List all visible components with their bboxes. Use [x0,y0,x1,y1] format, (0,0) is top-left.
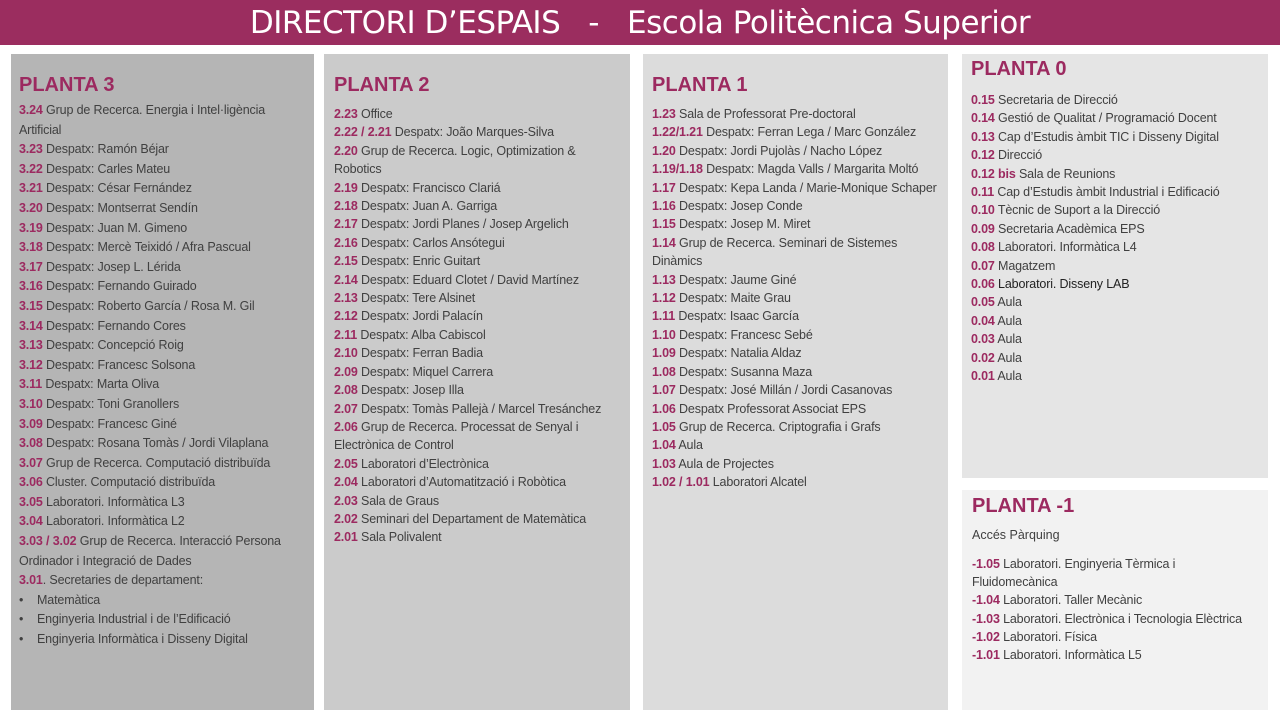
room-entry [19,238,306,258]
room-entry [334,142,622,179]
room-entry [971,183,1260,201]
room-entry [652,215,940,233]
room-description: Despatx: Isaac García [675,309,799,324]
room-number: 1.17 [652,180,676,195]
room-number: 1.07 [652,383,676,398]
room-entry [334,473,622,491]
room-entry [652,363,940,381]
room-description: Office [357,107,393,121]
room-description: Despatx: Miquel Carrera [357,364,494,379]
room-number: 1.15 [652,217,676,232]
room-entry [19,277,306,297]
room-description: Laboratori. Enginyeria Tèrmica i Fluidomecànica [972,557,1176,590]
room-number: 1.04 [652,438,676,453]
room-number: 1.05 [652,419,676,434]
room-number: 2.18 [334,199,358,214]
planta-1-panel [643,54,948,710]
department-item: • Enginyeria Informàtica i Disseny Digital [19,630,306,650]
room-description: Despatx: Jordi Palacín [357,309,483,324]
room-description: Despatx: Montserrat Sendín [42,200,198,215]
room-description: Despatx: Concepció Roig [42,338,184,353]
room-number: 3.13 [19,338,43,353]
room-number: -1.05 [972,557,1000,571]
planta-2-panel [324,54,630,710]
room-entry [19,395,306,415]
room-description: Gestió de Qualitat / Programació Docent [994,111,1217,126]
room-description: Seminari del Departament de Matemàtica [357,511,587,526]
room-entry [652,160,940,178]
room-description: Despatx: Enric Guitart [357,254,481,269]
room-number: 1.16 [652,199,676,214]
room-number: 2.23 [334,107,358,121]
room-description: Despatx: Josep Illa [357,383,464,398]
planta-0-title: PLANTA 0 [971,58,1067,80]
room-description: Laboratori d’Automatització i Robòtica [357,475,566,490]
room-entry [972,646,1260,664]
room-description: Despatx: Kepa Landa / Marie-Monique Schaper [675,180,937,195]
room-entry [19,532,306,571]
room-description: Despatx: Roberto García / Rosa M. Gil [42,298,255,313]
room-description: Magatzem [994,258,1056,273]
room-entry [652,344,940,362]
room-number: 0.12 [971,148,995,163]
room-number: -1.03 [972,611,1000,626]
room-description: Grup de Recerca. Logic, Optimization & Robotics [334,143,576,177]
room-entry [652,436,940,454]
room-description: Despatx: Jordi Planes / Josep Argelich [357,217,569,232]
room-description: Despatx: Francisco Clariá [357,180,501,195]
room-entry [971,293,1260,311]
room-number: 2.01 [334,530,358,545]
room-entry [972,591,1260,609]
room-entry [652,418,940,436]
room-description: Cluster. Computació distribuïda [42,475,216,490]
room-description: Despatx: Francesc Solsona [42,357,196,372]
planta-3-title: PLANTA 3 [19,74,115,96]
room-number: 1.12 [652,291,676,306]
room-description: Despatx: João Marques-Silva [391,125,554,140]
room-description: Aula [994,313,1022,328]
room-description: Aula [994,332,1022,347]
room-entry [652,234,940,271]
room-number: 2.12 [334,309,358,324]
room-description: Despatx: Rosana Tomàs / Jordi Vilaplana [42,436,269,451]
room-number: 2.08 [334,383,358,398]
room-entry [971,312,1260,330]
room-entry [334,234,622,252]
room-number: 3.16 [19,279,43,294]
room-description: Despatx: Jordi Pujolàs / Nacho López [675,143,883,158]
room-entry [971,109,1260,127]
room-entry [971,91,1260,109]
room-description: Cap d’Estudis àmbit Industrial i Edificació [994,185,1220,200]
room-entry [971,275,1260,293]
room-number: 3.21 [19,181,43,196]
room-number: 3.08 [19,436,43,451]
room-number: 3.09 [19,416,43,431]
room-description: Grup de Recerca. Processat de Senyal i Electrònica de Control [334,419,579,453]
room-number: 2.06 [334,419,358,434]
room-entry [652,105,940,123]
room-description: Despatx: Juan M. Gimeno [42,220,188,235]
room-number: 2.02 [334,511,358,526]
room-entry [334,363,622,381]
room-description: Despatx: Ferran Badia [357,346,483,361]
planta-1-list [652,105,940,492]
room-entry [334,215,622,233]
room-entry [334,271,622,289]
room-number: 2.22 / 2.21 [334,125,392,140]
room-number: 1.09 [652,346,676,361]
room-entry [334,123,622,141]
room-number: 2.15 [334,254,358,269]
room-number: 1.13 [652,272,676,287]
room-number: 3.20 [19,200,43,215]
room-entry [334,455,622,473]
room-entry [19,297,306,317]
room-description: Despatx: Marta Oliva [42,377,160,392]
room-entry [19,434,306,454]
room-entry [334,289,622,307]
room-entry [652,271,940,289]
room-number: 2.04 [334,475,358,490]
page-title: DIRECTORI D’ESPAIS - Escola Politècnica Superior [0,0,1280,45]
room-entry [652,197,940,215]
room-description: Laboratori Alcatel [709,475,807,490]
room-entry [334,344,622,362]
room-number: 0.04 [971,313,995,328]
room-entry [19,454,306,474]
room-number: 0.14 [971,111,995,126]
room-number: 0.08 [971,240,995,255]
room-number: 3.04 [19,514,43,529]
room-description: Sala de Professorat Pre-doctoral [675,107,856,121]
room-entry [971,349,1260,367]
planta-3-panel [11,54,314,710]
room-number: -1.02 [972,629,1000,644]
room-number: -1.01 [972,648,1000,663]
room-entry [19,140,306,160]
room-entry [971,330,1260,348]
room-number: 1.02 / 1.01 [652,475,710,490]
room-description: Aula [994,295,1022,310]
room-description: Despatx Professorat Associat EPS [675,401,867,416]
room-number: 0.06 [971,277,995,292]
planta-2-list [334,105,622,547]
room-description: Sala Polivalent [357,530,442,545]
room-description: Despatx: Jaume Giné [675,272,797,287]
room-number: 2.17 [334,217,358,232]
room-description: Despatx: Susanna Maza [675,364,813,379]
room-entry [652,179,940,197]
room-entry [972,628,1260,646]
room-number: 0.03 [971,332,995,347]
room-description: Grup de Recerca. Energia i Intel·ligència Artificial [19,103,266,137]
room-description: Despatx: César Fernández [42,181,192,196]
room-number: 3.06 [19,475,43,490]
department-item: • Matemàtica [19,591,306,611]
room-entry [971,238,1260,256]
room-number: -1.04 [972,593,1000,608]
planta-0-panel [962,54,1268,478]
room-number: 3.05 [19,494,43,509]
room-number: 1.22/1.21 [652,125,703,140]
room-entry [652,381,940,399]
room-number: 2.20 [334,143,358,158]
room-description: Aula de Projectes [675,456,774,471]
room-description: Despatx: Carles Mateu [42,161,171,176]
room-description: Sala de Graus [357,493,440,508]
room-number: 2.11 [334,327,358,342]
room-description: Despatx: Alba Cabiscol [357,327,486,342]
room-description: Despatx: Eduard Clotet / David Martínez [357,272,579,287]
room-number: 3.23 [19,142,43,157]
room-description: Grup de Recerca. Interacció Persona Ordinador i Integració de Dades [19,534,281,568]
room-entry [19,317,306,337]
room-entry [334,510,622,528]
room-description: Despatx: Tomàs Pallejà / Marcel Tresánchez [357,401,602,416]
planta-minus-1-list [972,555,1260,664]
room-number: 0.11 [971,185,995,200]
room-number: 3.24 [19,103,43,117]
room-number: 3.22 [19,161,43,176]
room-description: Laboratori. Informàtica L5 [999,648,1142,663]
room-number: 1.19/1.18 [652,162,703,177]
room-description: Despatx: Fernando Cores [42,318,186,333]
room-entry [19,473,306,493]
room-description: Aula [675,438,703,453]
room-entry [334,381,622,399]
room-description: Laboratori. Informàtica L4 [994,240,1137,255]
room-description: Secretaria de Direcció [994,93,1118,107]
room-entry [19,219,306,239]
room-description: Grup de Recerca. Criptografia i Grafs [675,419,881,434]
room-entry [972,610,1260,628]
room-number: 3.01 [19,573,43,588]
planta-2-title: PLANTA 2 [334,74,430,96]
room-description: Cap d’Estudis àmbit TIC i Disseny Digital [994,129,1219,144]
room-entry [652,307,940,325]
room-number: 1.08 [652,364,676,379]
room-entry [334,528,622,546]
room-entry [971,220,1260,238]
room-number: 0.07 [971,258,995,273]
room-number: 0.12 bis [971,166,1016,181]
room-number: 0.09 [971,221,995,236]
room-number: 3.15 [19,298,43,313]
room-description: Grup de Recerca. Seminari de Sistemes Dinàmics [652,235,898,269]
room-number: 0.13 [971,129,995,144]
room-description: Despatx: José Millán / Jordi Casanovas [675,383,893,398]
room-description: Despatx: Ramón Béjar [42,142,169,157]
planta-minus-1-title: PLANTA -1 [972,495,1075,517]
room-number: 1.20 [652,143,676,158]
room-entry [19,493,306,513]
room-number: 0.05 [971,295,995,310]
room-entry [19,179,306,199]
room-number: 2.16 [334,235,358,250]
room-number: 3.11 [19,377,43,392]
room-entry [19,415,306,435]
room-description: Laboratori. Informàtica L3 [42,494,185,509]
room-description: Despatx: Ferran Lega / Marc González [702,125,917,140]
room-description: Aula [994,350,1022,365]
room-description: Laboratori. Disseny LAB [994,277,1130,292]
room-number: 3.14 [19,318,43,333]
room-number: 2.07 [334,401,358,416]
room-description: Laboratori. Física [999,629,1097,644]
room-entry [334,179,622,197]
room-entry [971,201,1260,219]
room-description: Sala de Reunions [1015,166,1116,181]
room-description: Despatx: Toni Granollers [42,396,180,411]
room-number: 1.11 [652,309,676,324]
room-number: 1.03 [652,456,676,471]
room-entry [19,258,306,278]
room-number: 2.10 [334,346,358,361]
room-description: Despatx: Josep M. Miret [675,217,811,232]
room-entry [19,571,306,591]
room-entry [19,512,306,532]
room-description: Tècnic de Suport a la Direcció [994,203,1161,218]
room-entry [971,367,1260,385]
room-entry [334,197,622,215]
room-description: Laboratori. Informàtica L2 [42,514,185,529]
room-number: 1.14 [652,235,676,250]
room-entry [652,473,940,491]
room-entry [971,146,1260,164]
room-description: Despatx: Francesc Giné [42,416,177,431]
room-entry [19,336,306,356]
room-entry [334,307,622,325]
room-number: 2.14 [334,272,358,287]
room-entry [334,105,622,123]
room-description: Despatx: Fernando Guirado [42,279,197,294]
room-description: Secretaria Acadèmica EPS [994,221,1145,236]
room-entry [652,455,940,473]
room-entry [19,356,306,376]
room-number: 3.03 / 3.02 [19,534,77,549]
room-entry [971,257,1260,275]
room-description: Despatx: Josep L. Lérida [42,259,181,274]
room-entry [334,252,622,270]
planta-minus-1-panel [962,490,1268,710]
room-description: Aula [994,369,1022,384]
room-entry [652,142,940,160]
room-entry [19,101,306,140]
room-number: 3.18 [19,240,43,255]
room-entry [652,400,940,418]
room-entry [19,199,306,219]
room-number: 0.01 [971,369,995,384]
room-description: . Secretaries de departament: [42,573,204,588]
room-entry [972,555,1260,591]
room-entry [334,326,622,344]
room-description: Despatx: Natalia Aldaz [675,346,802,361]
planta-0-list [971,91,1260,386]
room-description: Despatx: Francesc Sebé [675,327,813,342]
room-description: Grup de Recerca. Computació distribuïda [42,455,271,470]
room-number: 3.07 [19,455,43,470]
room-entry [652,123,940,141]
parking-access-label: Accés Pàrquing [972,528,1060,542]
room-entry [334,400,622,418]
room-description: Laboratori. Electrònica i Tecnologia Elèctrica [999,611,1242,626]
room-number: 0.02 [971,350,995,365]
room-description: Despatx: Maite Grau [675,291,791,306]
room-description: Despatx: Carlos Ansótegui [357,235,505,250]
room-number: 1.23 [652,107,676,121]
planta-3-list [19,101,306,591]
room-entry [19,375,306,395]
room-description: Direcció [994,148,1043,163]
room-description: Laboratori. Taller Mecànic [999,593,1143,608]
room-number: 2.09 [334,364,358,379]
room-description: Despatx: Magda Valls / Margarita Moltó [702,162,919,177]
room-number: 3.19 [19,220,43,235]
room-entry [19,160,306,180]
department-list [19,591,306,650]
room-entry [971,128,1260,146]
room-description: Despatx: Josep Conde [675,199,803,214]
department-item: • Enginyeria Industrial i de l’Edificació [19,610,306,630]
room-number: 0.10 [971,203,995,218]
room-description: Despatx: Juan A. Garriga [357,199,498,214]
room-entry [334,418,622,455]
room-entry [652,289,940,307]
room-description: Despatx: Mercè Teixidó / Afra Pascual [42,240,251,255]
room-number: 2.03 [334,493,358,508]
room-entry [652,326,940,344]
room-number: 3.17 [19,259,43,274]
room-number: 0.15 [971,93,995,107]
room-number: 3.10 [19,396,43,411]
room-number: 1.10 [652,327,676,342]
room-entry [334,492,622,510]
room-description: Despatx: Tere Alsinet [357,291,476,306]
room-number: 3.12 [19,357,43,372]
room-number: 2.19 [334,180,358,195]
planta-1-title: PLANTA 1 [652,74,748,96]
room-number: 2.05 [334,456,358,471]
room-description: Laboratori d’Electrònica [357,456,489,471]
room-number: 2.13 [334,291,358,306]
room-entry [971,165,1260,183]
room-number: 1.06 [652,401,676,416]
